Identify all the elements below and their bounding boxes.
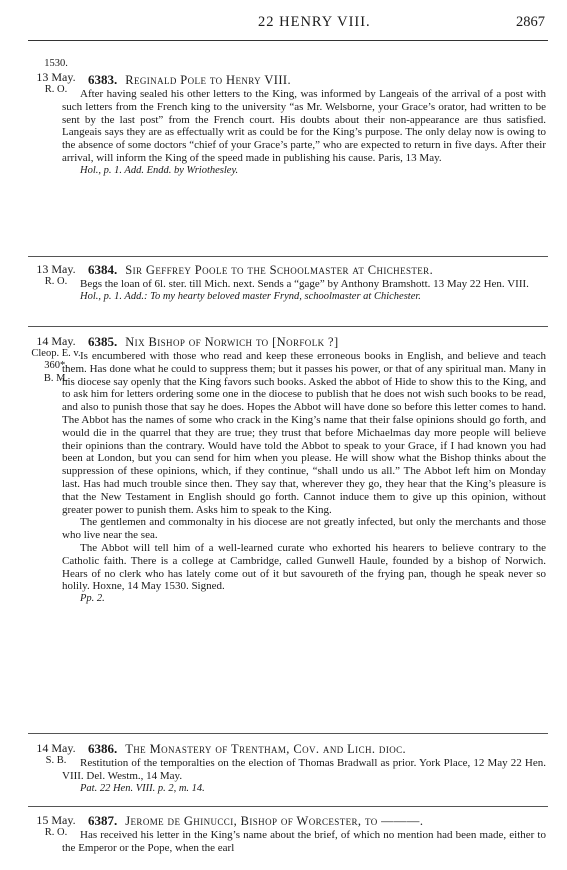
entry-note: Pat. 22 Hen. VIII. p. 2, m. 14. bbox=[80, 782, 205, 794]
margin-source: R. O. bbox=[44, 84, 68, 96]
entry-separator bbox=[28, 733, 548, 734]
entry-heading bbox=[88, 334, 546, 350]
page-number: 2867 bbox=[516, 14, 545, 30]
margin-date: 13 May. bbox=[36, 262, 76, 276]
margin-source: R. O. bbox=[44, 827, 68, 838]
entry-content bbox=[62, 334, 546, 606]
entry-heading bbox=[88, 813, 546, 829]
running-header bbox=[0, 14, 567, 38]
entry-content bbox=[62, 813, 546, 855]
entry-heading bbox=[88, 72, 546, 88]
entry-title: Reginald Pole to Henry VIII. bbox=[125, 73, 292, 87]
margin-date: 15 May. bbox=[36, 813, 76, 827]
header-rule bbox=[28, 40, 548, 41]
entry-number: 6387. bbox=[88, 813, 118, 828]
entry-paragraph: The Abbot will tell him of a well-learned curate who exhorted his hearers to believe contrary to the Catholic faith. There is a college at Cambridge, called Gunwell Haule, founded by a bishop of Norwich. Hears of no clerk who has lately come out of it but savoureth of the frying pan, though he speak never so holily. Hoxne, 14 May 1530. Signed. bbox=[62, 541, 546, 593]
entry-paragraph: After having sealed his other letters to the King, was informed by Langeais of the arrival of a post with such letters from the French king to the university “as Mr. Welsborne, your Grace’s orator, had written to be sent by the last post” from the French court. His doubts about their non-appearance are thus satisfied. Langeais says they are as effectually writ as could be for the King’s purpose. The only delay now is owing to the absence of some doctors “chief of your Grace’s parte,” who are expected to return in five days. After their arrival, will inform the King of the speed made in publishing his cause. Paris, 13 May. bbox=[62, 88, 546, 164]
entry-note: Hol., p. 1. Add. Endd. by Wriothesley. bbox=[80, 164, 239, 176]
margin-repository: B. M. bbox=[43, 372, 69, 384]
entry-content bbox=[80, 262, 546, 303]
margin-date: 14 May. bbox=[36, 334, 76, 348]
entry-title: Jerome de Ghinucci, Bishop of Worcester, to ———. bbox=[125, 814, 424, 828]
entry-number: 6385. bbox=[88, 334, 118, 349]
entry-number: 6386. bbox=[88, 741, 118, 756]
entry-number: 6384. bbox=[88, 262, 118, 277]
entry-title: Sir Geffrey Poole to the Schoolmaster at Chichester. bbox=[125, 263, 434, 277]
entry-number: 6383. bbox=[88, 72, 118, 87]
margin-year: 1530. bbox=[44, 58, 68, 69]
running-title: 22 HENRY VIII. bbox=[258, 14, 371, 30]
entry-separator bbox=[28, 256, 548, 257]
margin-folio: 360*. bbox=[44, 360, 68, 372]
entry-separator bbox=[28, 806, 548, 807]
entry-paragraph: Has received his letter in the King’s name about the brief, of which no mention had been made, either to the Emperor or the Pope, when the earl bbox=[62, 829, 546, 854]
entry-content bbox=[62, 741, 546, 795]
margin-source: Cleop. E. v. bbox=[31, 348, 81, 359]
entry-note: Hol., p. 1. Add.: To my hearty beloved master Frynd, schoolmaster at Chichester. bbox=[80, 290, 421, 302]
entry-heading bbox=[88, 262, 546, 278]
entry-paragraph: Restitution of the temporalties on the election of Thomas Bradwall as prior. York Place, 12 May 22 Hen. VIII. Del. Westm., 14 May. bbox=[62, 757, 546, 782]
margin-date: 14 May. bbox=[36, 741, 76, 755]
entry-title: The Monastery of Trentham, Cov. and Lich. dioc. bbox=[125, 742, 407, 756]
margin-source: R. O. bbox=[44, 276, 68, 287]
margin-source: S. B. bbox=[45, 755, 67, 766]
entry-separator bbox=[28, 326, 548, 327]
entry-paragraph: Is encumbered with those who read and keep these erroneous books in English, and believe and teach them. Has done what he could to suppress them; but it passes his power, or that of any spiritual man. Many in his diocese say openly that the King favors such books. Asked the abbot of Hide to show this to the King, and to ask him for letters ordering some one in the diocese to publish that he does not wish such books to be read, and also to punish those that say he does. Hopes the Abbot will have done so before this letter comes to hand. The Abbot has the names of some who crack in the King’s name that their false opinions should go forth, and would die in the quarrel that they are true; they trust that before Michaelmas day more people will believe their opinions than the contrary. Would have told the Abbot to speak to your Grace, if I had known you had been at London, but you can send for him when you please. He will show what the Bishop thinks about the suppression of these opinions, which, if they continue, “shall undo us all.” The Abbot left him on Monday last. Has had much trouble since then. They say that, wherever they go, they hear that the King’s pleasure is that the New Testament in English should go forth. Cannot induce them to give up this opinion, without greater power to punish them. Asks him to speak to the King. bbox=[62, 350, 546, 516]
entry-title: Nix Bishop of Norwich to [Norfolk ?] bbox=[125, 335, 339, 349]
entry-heading bbox=[88, 741, 546, 757]
entry-paragraph: Begs the loan of 6l. ster. till Mich. next. Sends a “gage” by Anthony Bramshott. 13 May 22 Hen. VIII. bbox=[80, 278, 529, 290]
entry-content bbox=[62, 72, 546, 177]
entry-paragraph: The gentlemen and commonalty in his diocese are not greatly infected, but only the merchants and those who live near the sea. bbox=[62, 516, 546, 542]
margin-date: 13 May. bbox=[36, 70, 76, 85]
entry-note: Pp. 2. bbox=[80, 593, 105, 605]
